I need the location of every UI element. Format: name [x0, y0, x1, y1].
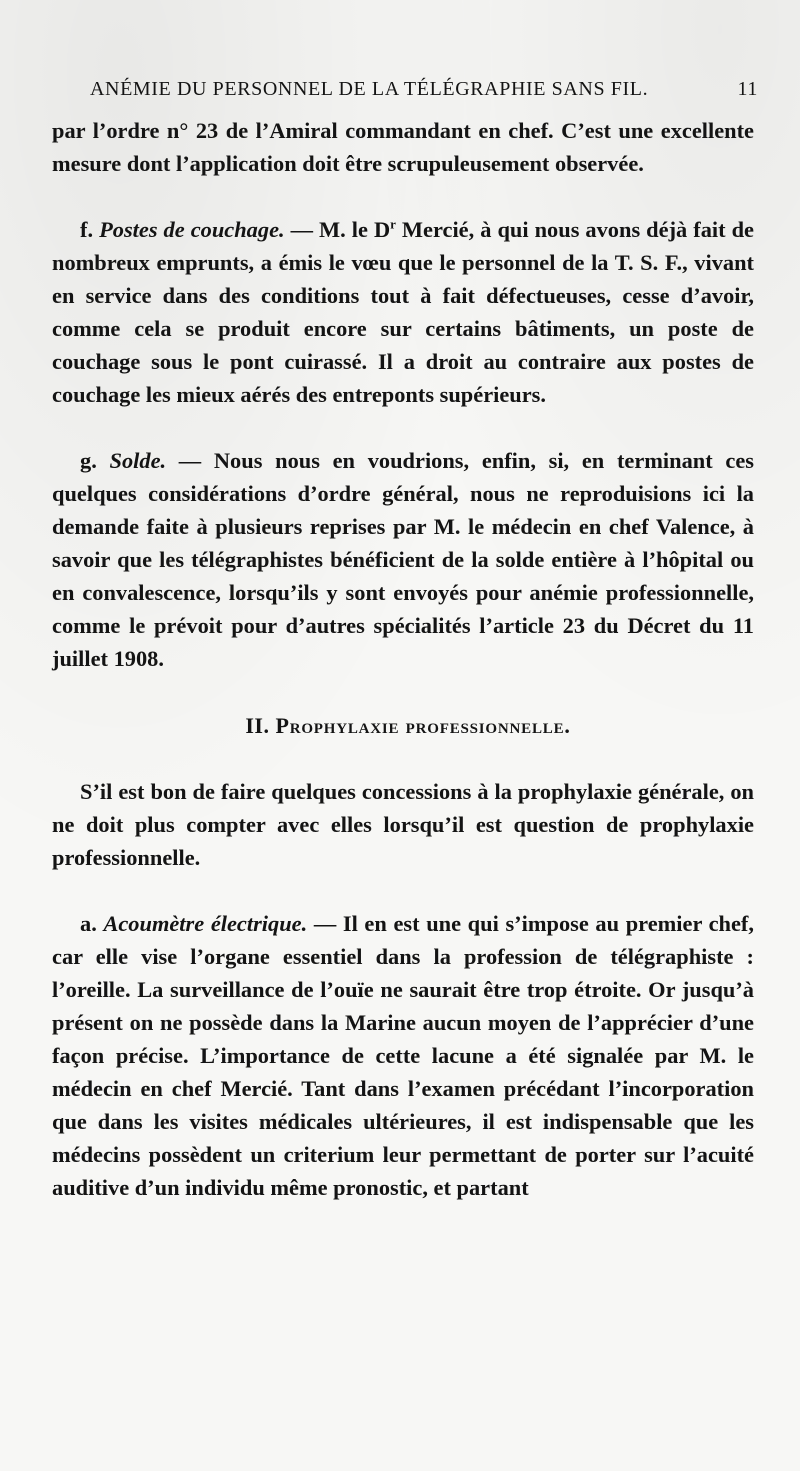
superscript: r — [390, 216, 396, 232]
paragraph-continuation: par l’ordre n° 23 de l’Amiral commandant en chef. C’est une excellente mesure dont l’application doit être scrupuleusement observée. — [52, 118, 754, 176]
paragraph-text: Mercié, à qui nous avons déjà fait de nombreux emprunts, a émis le vœu que le personnel de la T. S. F., vivant en service dans des conditions tout à fait défectueuses, cesse d’avoir, comme cela se produit encore sur certains bâtiments, un poste de couchage sous le pont cuirassé. Il a droit au contraire aux postes de couchage les mieux aérés des entreponts supérieurs. — [52, 217, 754, 407]
page-number: 11 — [737, 78, 758, 100]
body-text — [52, 114, 754, 1204]
section-number: II. — [245, 713, 270, 738]
section-title: Prophylaxie professionnelle. — [275, 713, 571, 738]
paragraph-solde — [52, 444, 754, 675]
paragraph-acoumetre — [52, 907, 754, 1204]
paragraph-text: — M. le D — [284, 217, 391, 242]
paragraph-postes-de-couchage — [52, 213, 754, 411]
paragraph-prophylaxie: S’il est bon de faire quelques concessions à la prophylaxie générale, on ne doit plus compter avec elles lorsqu’il est question de prophylaxie professionnelle. — [52, 779, 754, 870]
paragraph-gap — [52, 411, 754, 444]
paragraph-label: a. — [80, 911, 97, 936]
paragraph-text: — Nous nous en voudrions, enfin, si, en terminant ces quelques considérations d’ordre général, nous ne reproduisions ici la demande faite à plusieurs reprises par M. le médecin en chef Valence, à savoir que les télégraphistes bénéficient de la solde entière à l’hôpital ou en convalescence, lorsqu’ils y sont envoyés pour anémie professionnelle, comme le prévoit pour d’autres spécialités l’article 23 du Décret du 11 juillet 1908. — [52, 448, 754, 671]
paragraph-gap — [52, 180, 754, 213]
paragraph-text: — Il en est une qui s’impose au premier chef, car elle vise l’organe essentiel dans la profession de télégraphiste : l’oreille. La surveillance de l’ouïe ne saurait être trop étroite. Or jusqu’à présent on ne possède dans la Marine aucun moyen de l’apprécier d’une façon précise. L’importance de cette lacune a été signalée par M. le médecin en chef Mercié. Tant dans l’examen précédant l’incorporation que dans les visites médicales ultérieures, il est indispensable que les médecins possèdent un criterium leur permettant de porter sur l’acuité auditive d’un individu même pronostic, et partant — [52, 911, 754, 1200]
paragraph-heading: Solde. — [109, 448, 167, 473]
paragraph-gap — [52, 742, 754, 775]
paragraph-label: f. — [80, 217, 94, 242]
paragraph-heading: Postes de couchage. — [99, 217, 285, 242]
paragraph-gap — [52, 675, 754, 709]
running-head-title: ANÉMIE DU PERSONNEL DE LA TÉLÉGRAPHIE SANS FIL. — [90, 78, 649, 100]
paragraph-heading: Acoumètre électrique. — [103, 911, 308, 936]
paragraph-label: g. — [80, 448, 97, 473]
running-head — [90, 74, 758, 104]
paragraph-gap — [52, 874, 754, 907]
section-heading — [52, 709, 754, 742]
